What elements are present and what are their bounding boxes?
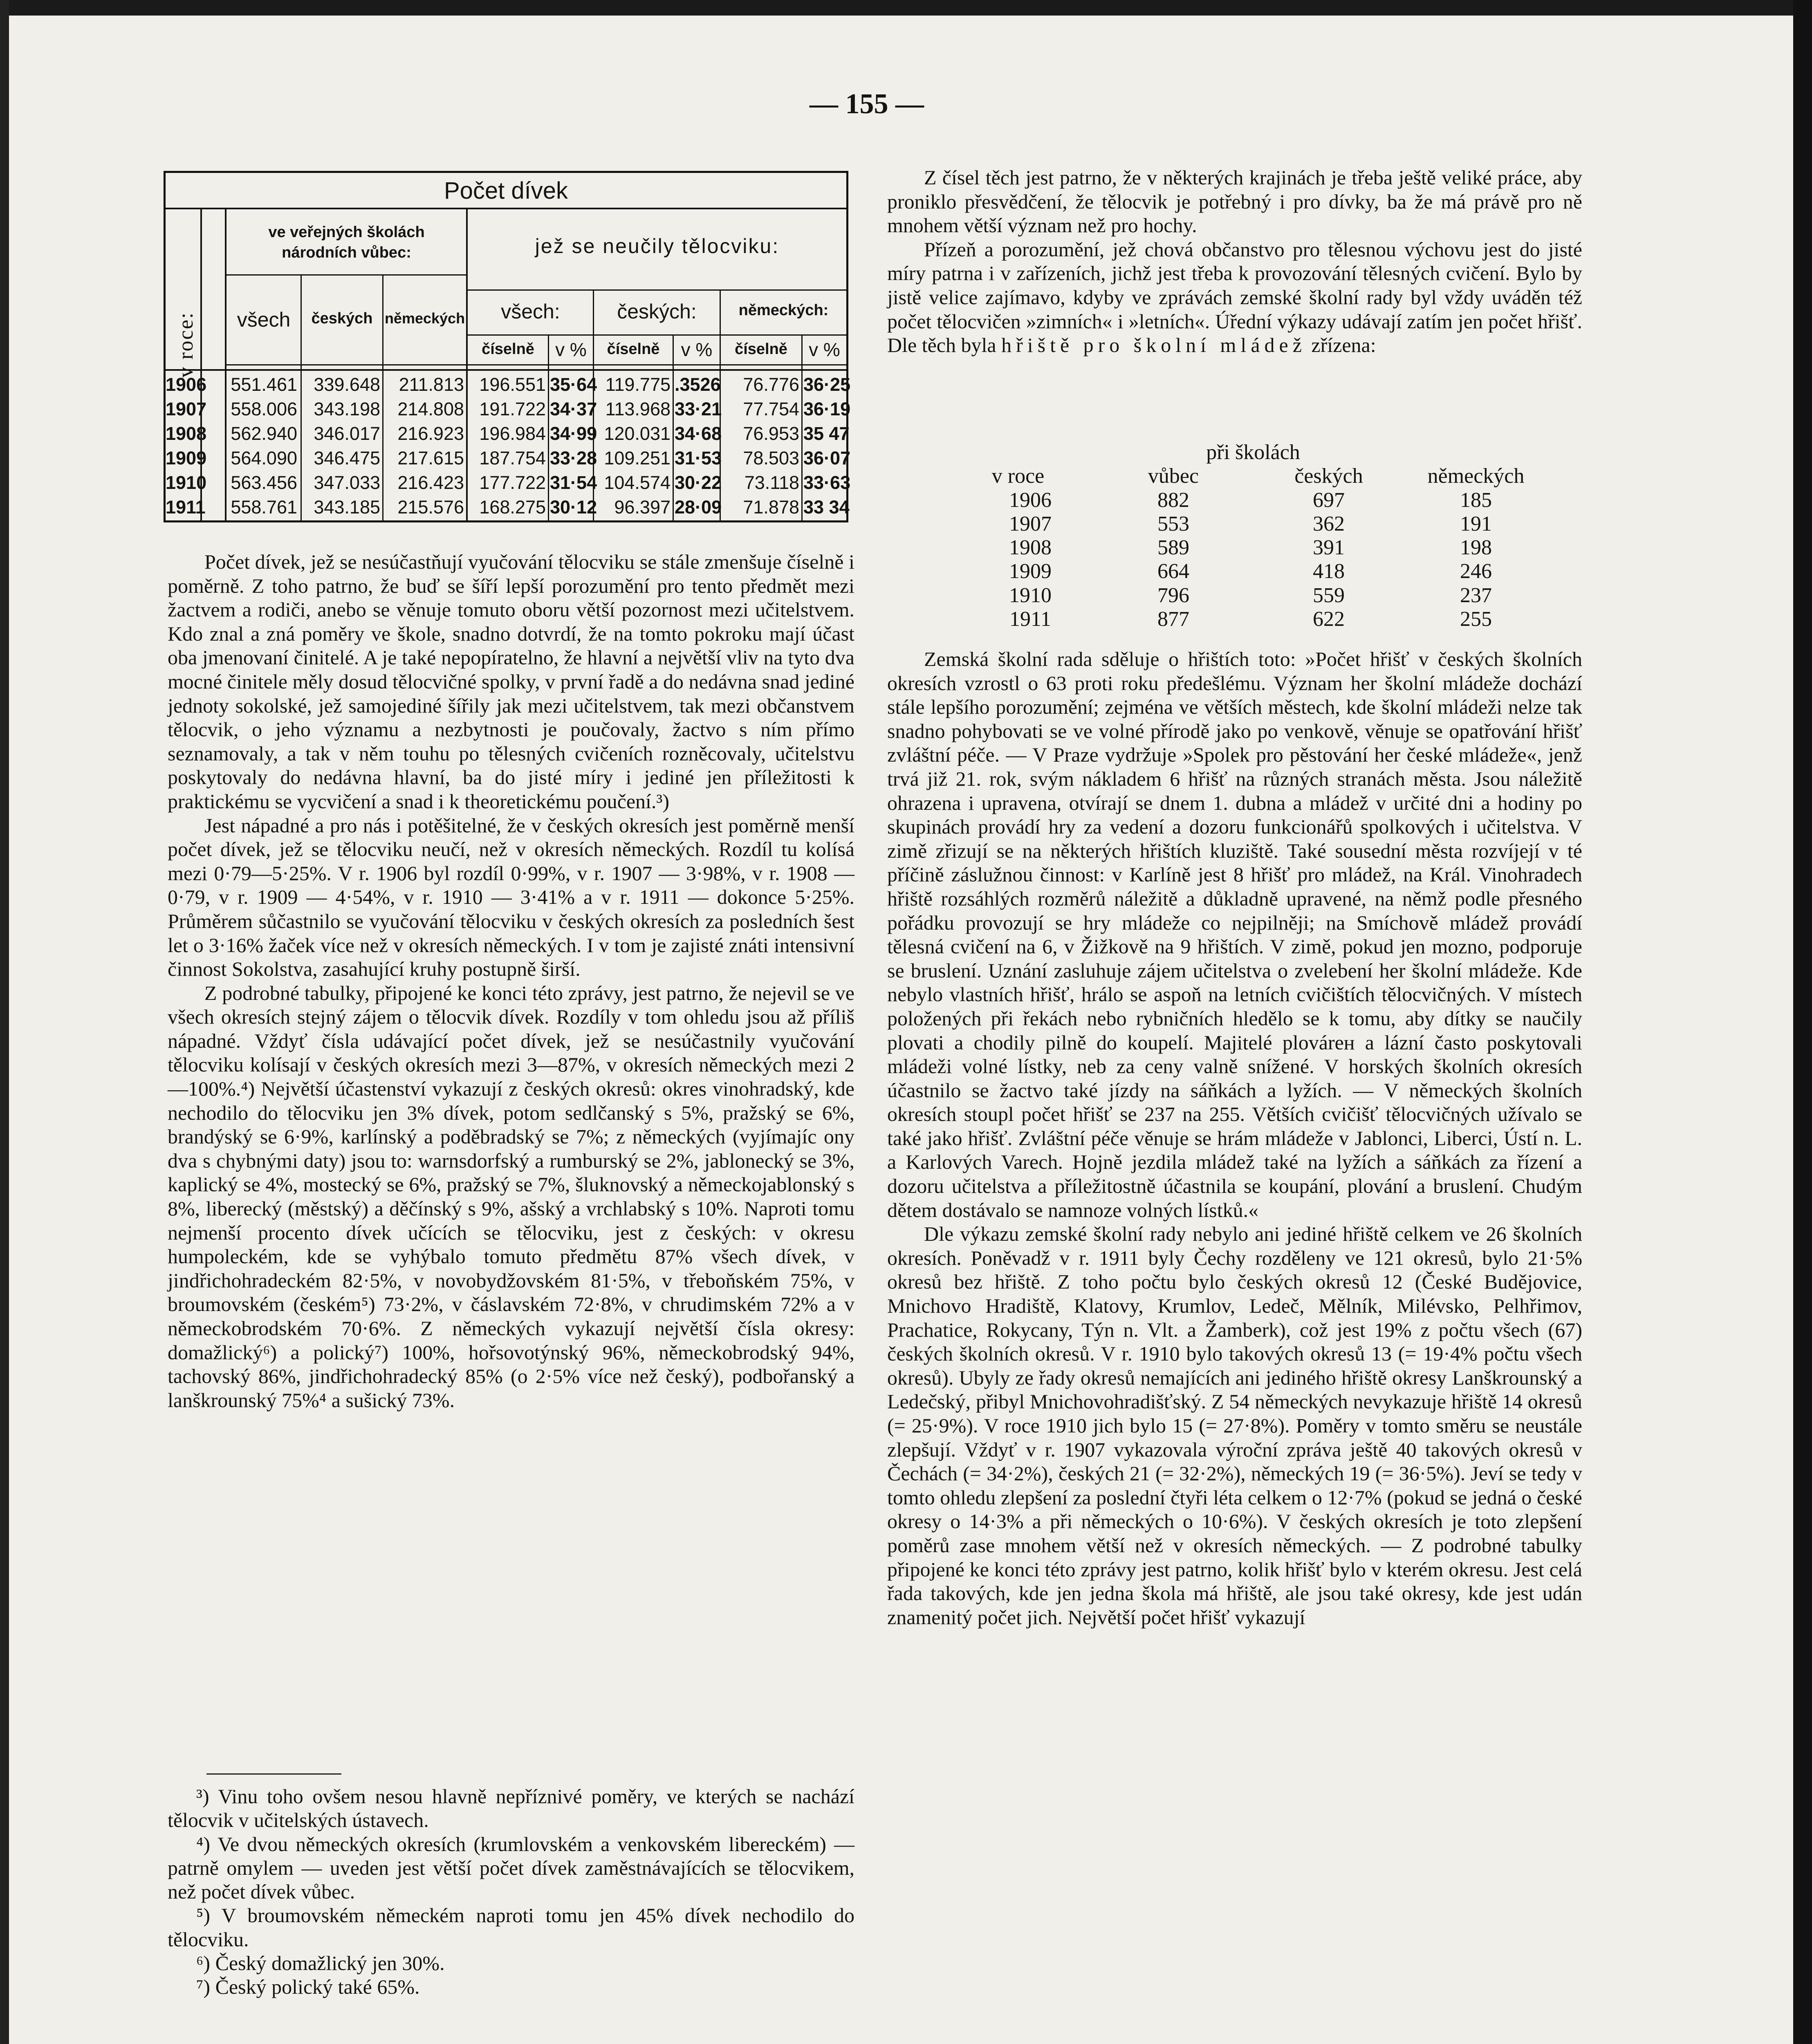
cell-n-all: 196.984 [479,423,546,444]
footnotes [168,1784,854,1999]
cell-n-cz: 113.968 [605,399,671,419]
cell-p-de: 33·63 [803,472,851,493]
cell-total: 589 [1157,536,1189,560]
header-cislem: číselně [607,341,660,358]
paragraph: Z podrobné tabulky, připojené ke konci této zprávy, jest patrno, že nejevil se ve všech okresích stejný zájem o tělocvik dívek. Rozdíly v tom ohledu jsou až příliš nápadné. Vždyť čísla udávající počet dívek, jež se nesúčastnily vyučování tělocviku kolísají v českých okresích mezi 3—87%, v okresích německých mezi 2—100%.⁴) Největší účastenství vykazují z českých okresů: okres vinohradský, kde nechodilo do tělocviku jen 3% dívek, potom sedlčanský s 5%, pražský se 6%, brandýský se 6·9%, karlínský a poděbradský se 7%; z německých (vyjímajíc ony dva s chybnými daty) jsou to: warnsdorfský a rumburský se 2%, jablonecký se 3%, kaplický se 4%, mostecký se 6%, pražský se 7%, šluknovský a německojablonský s 8%, liberecký (městský) a děčínský s 9%, ašský a vrchlabský s 10%. Naproti tomu nejmenší procento dívek učících se tělocviku, jest z českých: v okresu humpoleckém, kde se vyhýbalo tomuto předmětu 87% všech dívek, v jindřichohradeckém 82·5%, v novobydžovském 81·5%, v třeboňském 75%, v broumovském (českém⁵) 73·2%, v čáslavském 72·8%, v chrudimském 72% a v německobrodském 70·6%. Z německých vykazují největší čísla okresy: domažlický⁶) a polický⁷) 100%, hořsovotýnský 96%, německobrodský 94%, tachovský 86%, jindřichohradecký 85% (o 2·5% více než český), podbořanský a lanškrounský 75%⁴ a sušický 73%. [168,981,854,1412]
cell-total: 796 [1157,583,1189,607]
table-row [166,471,851,495]
table-row [166,446,851,471]
cell-czech: 622 [1313,607,1345,631]
header-not-learning: jež se neučily tělocviku: [535,235,780,258]
table-row [166,372,851,397]
cell-german: 214.808 [397,399,464,419]
table-row [953,512,1545,536]
cell-total: 664 [1157,560,1189,583]
cell-german: 191 [1460,512,1492,536]
cell-german: 185 [1460,488,1492,512]
header-year: v roce [991,464,1045,488]
cell-german: 215.576 [397,497,464,518]
cell-n-cz: 120.031 [604,423,671,444]
cell-year: 1907 [1009,512,1052,536]
table-row [953,560,1545,583]
cell-year: 1911 [1009,607,1052,631]
cell-german: 211.813 [399,374,464,395]
footnote: ⁶) Český domažlický jen 30%. [196,1952,445,1975]
cell-all: 562.940 [231,423,297,444]
table-row [166,495,850,520]
cell-german: 216.423 [397,472,464,493]
cell-n-all: 187.754 [479,448,546,468]
cell-n-all: 168.275 [479,497,546,518]
cell-czech: 559 [1313,583,1345,607]
cell-n-de: 76.953 [743,423,799,444]
paragraph: Dle výkazu zemské školní rady nebylo ani jediné hřiště celkem ve 26 školních okresích. Poněvadž v r. 1911 byly Čechy rozděleny ve 121 okresů, bylo 21·5% okresů bez hřiště. Z toho počtu bylo českých okresů 12 (České Budějovice, Mnichovo Hradiště, Klatovy, Krumlov, Ledeč, Mělník, Milévsko, Pelhřimov, Prachatice, Rokycany, Týn n. Vlt. a Žamberk), což jest 19% z počtu všech (67) českých školních okresů. V r. 1910 bylo takových okresů 13 (= 19·4% počtu všech okresů). Ubyly ze řady okresů nemajících ani jediného hřiště okresy Lanškrounský a Ledečský, přibyl Mnichovohradišťský. Z 54 německých nevykazuje hřiště 14 okresů (= 25·9%). V roce 1910 jich bylo 15 (= 27·8%). Poměry v tomto směru se neustále zlepšují. Vždyť v r. 1907 vykazovala výroční zpráva ještě 40 takových okresů v Čechách (= 34·2%), českých 21 (= 32·2%), německých 19 (= 36·5%). Jeví se tedy v tomto ohledu zlepšení za poslední čtyři léta celkem o 12·7% (pokud se jedná o české okresy o 14·3% a při německých o 10·6%). V českých okresích je toto zlepšení poměrů zase mnohem větší než v okresích německých. — Z podrobné tabulky připojené ke konci této zprávy jest patrno, kolik hřišť bylo v kterém okresu. Jest celá řada takových, kde jen jedna škola má hřiště, ale jsou také okresy, kde jest udán znamenitý počet jich. Největší počet hřišť vykazují [887,1222,1582,1629]
right-column [887,166,1582,357]
page-number: — 155 — [810,88,924,120]
cell-czech: 697 [1313,488,1345,512]
cell-n-all: 196.551 [479,374,546,395]
header-german: německých [384,310,465,327]
table-row [953,489,1545,512]
table-row [953,536,1545,560]
playground-table [953,441,1545,631]
cell-total: 553 [1157,512,1189,536]
cell-p-cz: 33·21 [675,399,722,419]
cell-year: 1907 [166,399,207,419]
left-column [168,550,854,1412]
cell-year: 1909 [1009,560,1052,583]
header-german2: německých: [738,302,829,319]
header-cislem: číselně [735,341,787,358]
cell-p-all: 35·64 [550,374,597,395]
table-header-row [953,464,1545,488]
cell-p-cz: 31·53 [675,448,722,468]
cell-n-cz: 104.574 [604,472,671,493]
cell-n-de: 71.878 [743,497,799,518]
cell-czech: 391 [1313,536,1345,560]
cell-p-cz: .3526 [675,374,721,395]
cell-p-all: 33·28 [550,448,597,468]
cell-p-de: 36·25 [803,374,851,395]
cell-n-all: 191.722 [479,399,546,419]
cell-all: 558.006 [231,399,297,419]
header-public-schools: ve veřejných školách národních vůbec: [268,224,425,261]
cell-czech: 362 [1313,512,1345,536]
cell-german: 237 [1460,583,1492,607]
footnote: ⁴) Ve dvou německých okresích (krumlovském a venkovském libereckém) — patrně omylem — uveden jest větší počet dívek zaměstnávajících se tělocvikem, než počet dívek vůbec. [168,1832,854,1903]
header-cislem: číselně [482,341,534,358]
paragraph: Počet dívek, jež se nesúčastňují vyučování tělocviku se stále zmenšuje číselně i poměrně. Z toho patrno, že buď se šíří lepší porozumění pro tento předmět mezi žactvem a rodiči, anebo se věnuje tomuto oboru větší pozornost mezi učitelstvem. Kdo znal a zná poměry ve škole, snadno dotvrdí, že na tomto pokroku mají účast oba jmenovaní činitelé. A je také nepopíratelno, že hlavní a největší vliv na tyto dva mocné činitele měly dosud tělocvičné spolky, v první řadě a do nedávna snad jediné jednoty sokolské, jež samojediné šířily jak mezi učitelstvem, tak mezi občanstvem tělocvik, o jeho významu a nezbytnosti je poučovaly, žactvo s ním přímo seznamovaly, a tak v něm touhu po tělesných cvičeních rozněcovaly, učitelstvu poskytovaly do nedávna hlavní, ba do jisté míry i jediné jen příležitosti k praktickému se vycvičení a snad i k theoretickému poučení.³) [168,550,854,813]
cell-czech: 418 [1313,560,1345,583]
cell-total: 882 [1157,488,1189,512]
paragraph: Jest nápadné a pro nás i potěšitelné, že v českých okresích jest poměrně menší počet dívek, jež se tělocviku neučí, než v okresích německých. Rozdíl tu kolísá mezi 0·79—5·25%. V r. 1906 byl rozdíl 0·99%, v r. 1907 — 3·98%, v r. 1908 — 0·79, v r. 1909 — 4·54%, v r. 1910 — 3·41% a v r. 1911 — dokonce 5·25%. Průměrem sůčastnilo se vyučování tělocviku v českých okresích za posledních šest let o 3·16% žaček více než v okresích německých. I v tom je zajisté znáti intensivní činnost Sokolstva, zasahující kruhy postupně širší. [168,814,854,981]
cell-p-all: 30·12 [550,497,597,518]
paragraph: Z čísel těch jest patrno, že v některých krajinách je třeba ještě veliké práce, aby proniklo přesvědčení, že tělocvik je potřebný i pro dívky, ba že má právě pro ně mnohem větší význam než pro hochy. [887,166,1582,237]
cell-all: 551.461 [231,374,297,395]
table-rule [468,334,846,336]
footnote: ⁵) V broumovském německém naproti tomu jen 45% dívek nechodilo do tělocviku. [168,1904,854,1951]
cell-czech: 339.648 [314,374,380,395]
cell-n-de: 76.776 [743,374,799,395]
cell-german: 216.923 [397,423,464,444]
right-column-lower [887,647,1582,1629]
scan-border-right [1793,0,1812,2044]
cell-year: 1906 [166,374,207,395]
cell-year: 1910 [1009,583,1052,607]
table-row [166,397,851,421]
table-header-row [953,441,1545,464]
table-row [166,421,850,446]
intro-text: Přízeň a porozumění, jež chová občanstvo pro tělesnou výchovu jest do jisté míry patrna i v zařízeních, jichž jest třeba k provozování tělesných cvičení. Bylo by jistě velice zajímavo, kdyby ve zprávách zemské školní rady byl vždy uváděn též počet tělocvičen »zimních« i »letních«. Úřední výkazy udávají zatím jen počet hřišť. Dle těch byla [887,238,1582,357]
cell-german: 255 [1460,607,1492,631]
table-row [953,607,1545,631]
header-german: německých [1427,464,1525,488]
cell-czech: 343.198 [314,399,380,419]
cell-year: 1908 [1009,536,1052,560]
cell-n-all: 177.722 [479,472,546,493]
header-all: všech [237,308,291,331]
footnote: ³) Vinu toho ovšem nesou hlavně nepříznivé poměry, ve kterých se nachází tělocvik v učitelských ústavech. [168,1785,854,1832]
header-pct: v % [809,339,840,360]
cell-all: 558.761 [231,497,297,518]
intro-end-text: zřízena: [1311,334,1376,357]
cell-n-cz: 119.775 [605,374,671,395]
cell-p-de: 36·19 [803,399,851,419]
header-total: vůbec [1148,464,1199,488]
scan-border-top [0,0,1812,16]
cell-p-cz: 28·09 [675,497,722,518]
footnote: ⁷) Český polický také 65%. [196,1975,420,1999]
cell-p-de: 33 34 [803,497,850,518]
paragraph [887,238,1582,357]
header-czech2: českých: [617,300,697,323]
cell-year: 1908 [166,423,207,444]
cell-p-all: 31·54 [550,472,597,493]
cell-p-cz: 30·22 [675,472,722,493]
cell-year: 1909 [166,448,207,468]
cell-n-cz: 109.251 [604,448,671,468]
cell-all: 563.456 [231,472,297,493]
cell-n-de: 78.503 [743,448,799,468]
cell-p-cz: 34·68 [675,423,722,444]
cell-year: 1910 [166,472,207,493]
cell-german: 246 [1460,560,1492,583]
header-pct: v % [681,339,713,360]
cell-total: 877 [1157,607,1189,631]
cell-p-all: 34·99 [550,423,597,444]
cell-german: 198 [1460,536,1492,560]
table-rule [225,364,846,365]
table-rule [226,274,466,276]
cell-german: 217.615 [397,448,464,468]
cell-n-de: 73.118 [744,472,799,493]
census-table [164,171,851,522]
cell-czech: 346.017 [314,423,380,444]
row-header-year: v roce: [174,312,197,378]
cell-p-de: 36·07 [803,448,851,468]
cell-czech: 347.033 [314,472,380,493]
paragraph: Zemská školní rada sděluje o hřištích toto: »Počet hřišť v českých školních okresích vzrostl o 63 proti roku předešlému. Význam her školní mládeže dochází stále lepšího porozumění; zejména ve větších městech, kde školní mládeži nelze tak snadno pohybovati se ve volné přírodě jako po venkově, věnuje se opatřování hřišť zvláštní péče. — V Praze vydržuje »Spolek pro pěstování her české mládeže«, jenž trvá již 21. rok, svým nákladem 6 hřišť na různých stranách města. Jsou náležitě ohrazena i upravena, otvírají se dnem 1. dubna a mládež v určité dni a hodiny po skupinách provádí hry za vedení a dozoru funkcionářů spolkových i učitelstva. V zimě zřizují se na některých hřištích kluziště. Také sousední města rozvíjejí v té příčině záslužnou činnost: v Karlíně jest 8 hřišť pro mládež, na Král. Vinohradech hřiště rozsáhlých rozměrů náležitě a důkladně upravené, na němž podle přesného pořádku provozují se hry mládeže co nejpilněji; na Smíchově mládež provádí tělesná cvičení na 6, v Žižkově na 9 hřištích. V zimě, pokud jen mozno, podporuje se bruslení. Uznání zasluhuje zájem učitelstva o zvelebení her školní mládeže. Kde nebylo vlastních hřišť, hrálo se aspoň na letních cvičištích tělocvičných. V místech položených při řekách nebo rybničních hledělo se k tomu, aby dítky se naučily plovati a chodily pilně do koupelí. Majitelé plovárен a lázní často poskytovali mládeži volné lístky, neb za ceny valně snížené. V horských školních okresích účastnilo se žactvo také jízdy na sáňkách a lyžích. — V německých školních okresích stoupl počet hřišť se 237 na 255. Větších cvičišť tělocvičných užívalo se také jako hřišť. Zvláštní péče věnuje se hrám mládeže v Jablonci, Liberci, Ústí n. L. a Karlových Varech. Hojně jezdila mládež také na lyžích a sáňkách za řízení a dozoru učitelstva a příležitostně účastnila se koupání, plování a bruslení. Chudým dětem dostávalo se namnoze volných lístků.« [887,648,1582,1221]
footnote-rule [206,1773,341,1775]
cell-year: 1906 [1009,488,1052,512]
header-czech: českých [311,310,373,327]
scan-border-left [0,0,9,2044]
header-czech: českých [1294,464,1363,488]
table-row [953,584,1545,607]
cell-czech: 343.185 [314,497,380,518]
cell-p-de: 35 47 [803,423,850,444]
header-pct: v % [555,339,587,360]
cell-year: 1911 [166,497,206,518]
cell-all: 564.090 [231,448,297,468]
intro-spaced-text: hřiště pro školní mládež [1001,334,1306,357]
table-rule [166,369,846,371]
table-rule [468,289,846,291]
cell-n-cz: 96.397 [614,497,671,518]
table-rule [166,208,846,209]
cell-p-all: 34·37 [550,399,597,419]
header-all2: všech: [501,300,560,323]
cell-n-de: 77.754 [743,399,799,419]
cell-czech: 346.475 [314,448,380,468]
census-table-title: Počet dívek [444,177,568,204]
header-at-schools: při školách [1206,441,1300,464]
